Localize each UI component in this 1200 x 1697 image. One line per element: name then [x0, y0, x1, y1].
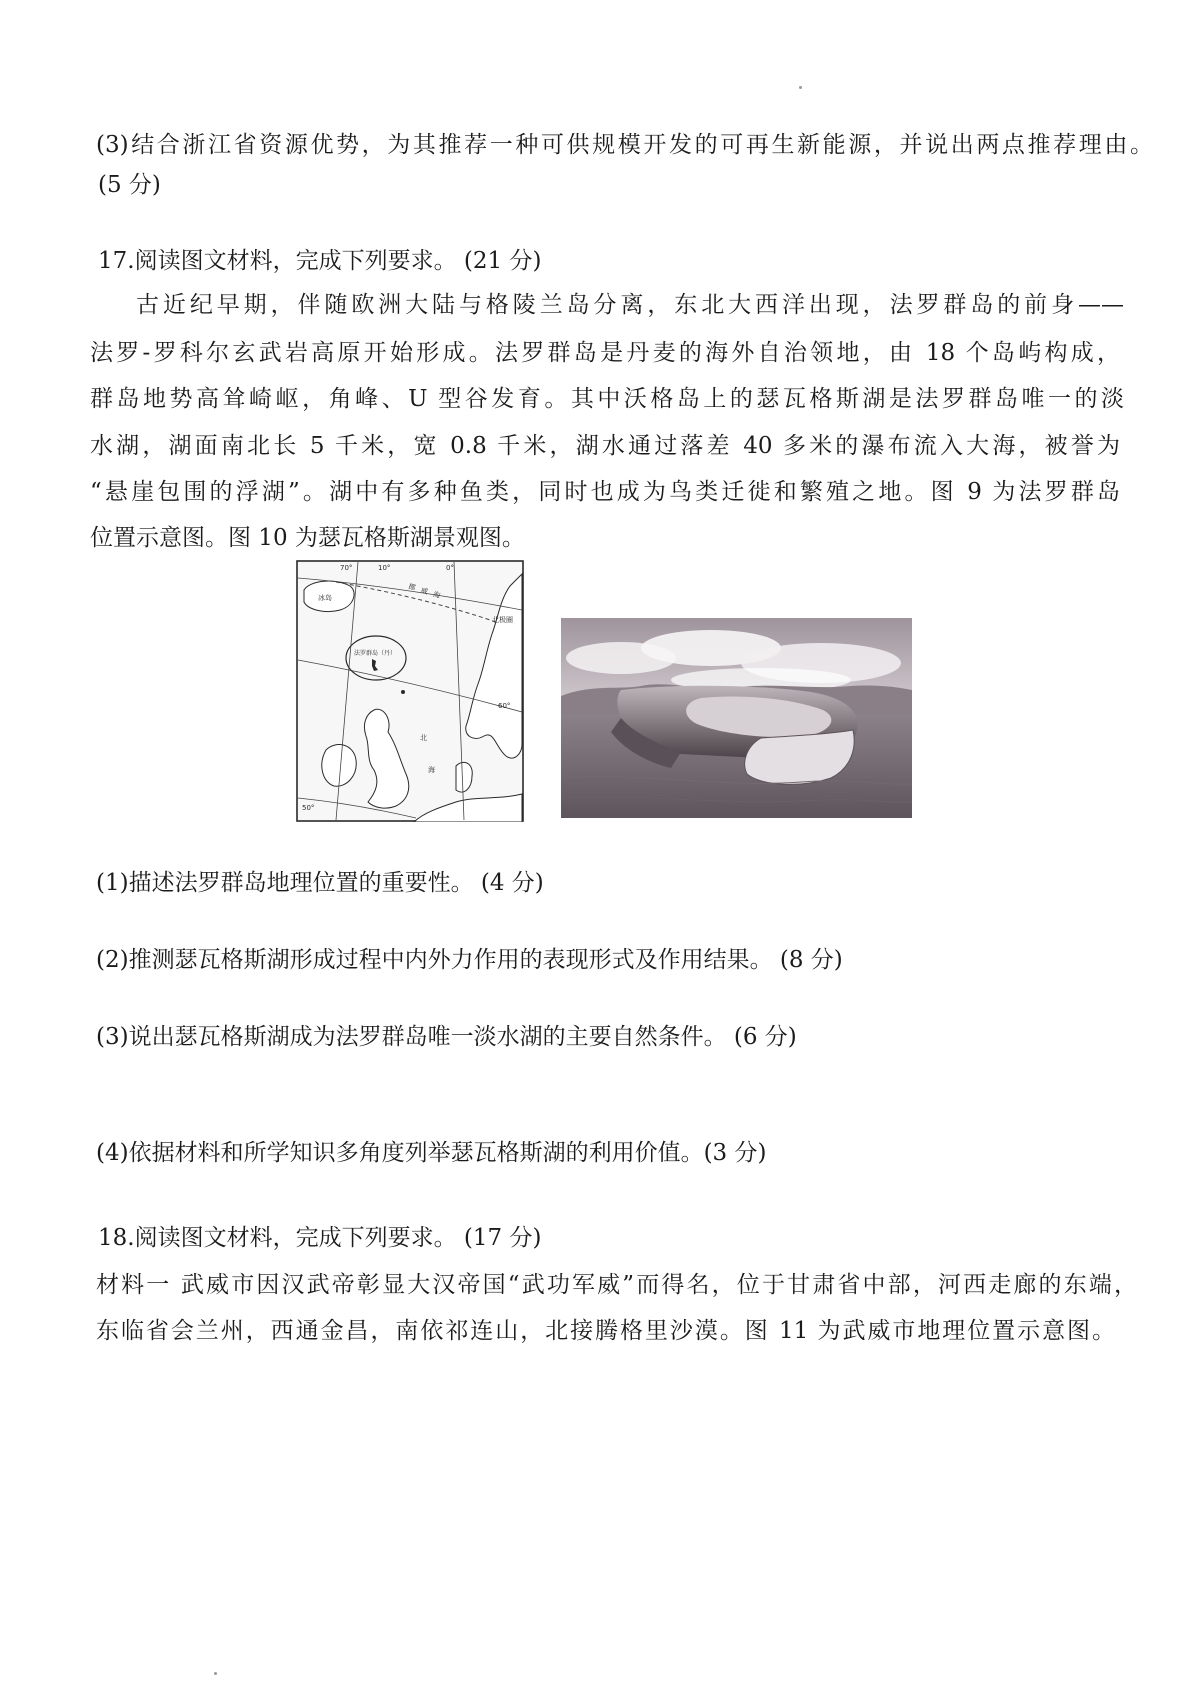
map-label-faroe: 法罗群岛（丹）	[354, 650, 397, 657]
map-label-50: 50°	[302, 804, 315, 812]
q17-material-line: 法罗-罗科尔玄武岩高原开始形成。法罗群岛是丹麦的海外自治领地，由 18 个岛屿构成，	[90, 340, 1120, 366]
q17-material-line: 水湖，湖面南北长 5 千米，宽 0.8 千米，湖水通过落差 40 多米的瀑布流入大海，被誉为	[90, 433, 1120, 459]
q17-question-2: (2)推测瑟瓦格斯湖形成过程中内外力作用的表现形式及作用结果。 (8 分)	[96, 947, 843, 973]
scan-speck-top	[799, 86, 802, 89]
q17-material-line: 位置示意图。图 10 为瑟瓦格斯湖景观图。	[90, 525, 525, 551]
q17-question-1: (1)描述法罗群岛地理位置的重要性。 (4 分)	[96, 870, 544, 896]
q17-question-4: (4)依据材料和所学知识多角度列举瑟瓦格斯湖的利用价值。(3 分)	[96, 1140, 767, 1166]
map-label-north-sea-2: 海	[428, 766, 435, 774]
q17-material-line: 古近纪早期，伴随欧洲大陆与格陵兰岛分离，东北大西洋出现，法罗群岛的前身——	[136, 292, 1124, 318]
q16-part3-score: (5 分)	[98, 172, 161, 198]
map-label-0: 0°	[446, 564, 454, 572]
lake-landscape-photo	[561, 618, 912, 818]
map-label-norwegian-sea: 挪威海	[407, 582, 447, 602]
map-label-70: 70°	[340, 564, 353, 572]
faroe-location-map	[296, 560, 524, 822]
map-label-60: 60°	[498, 702, 511, 710]
q18-material-line: 东临省会兰州，西通金昌，南依祁连山，北接腾格里沙漠。图 11 为武威市地理位置示意图。	[96, 1318, 1115, 1344]
q17-question-3: (3)说出瑟瓦格斯湖成为法罗群岛唯一淡水湖的主要自然条件。 (6 分)	[96, 1024, 797, 1050]
scan-speck-bottom	[214, 1672, 217, 1675]
q17-material-line: 群岛地势高耸崎岖，角峰、U 型谷发育。其中沃格岛上的瑟瓦格斯湖是法罗群岛唯一的淡	[90, 386, 1124, 412]
q16-part3-text: (3)结合浙江省资源优势，为其推荐一种可供规模开发的可再生新能源，并说出两点推荐理由。	[96, 132, 1153, 158]
map-label-north-sea-1: 北	[420, 734, 427, 742]
q18-heading: 18.阅读图文材料，完成下列要求。 (17 分)	[98, 1225, 542, 1251]
map-label-10: 10°	[378, 564, 391, 572]
q18-material-line: 材料一 武威市因汉武帝彰显大汉帝国“武功军威”而得名，位于甘肃省中部，河西走廊的东端，	[96, 1272, 1137, 1298]
map-label-iceland: 冰岛	[318, 594, 332, 602]
map-label-arctic-circle: 北极圈	[492, 616, 513, 624]
shetland-dot	[401, 690, 405, 694]
q17-heading: 17.阅读图文材料，完成下列要求。 (21 分)	[98, 248, 542, 274]
q17-material-line: “悬崖包围的浮湖”。湖中有多种鱼类，同时也成为鸟类迁徙和繁殖之地。图 9 为法罗群岛	[90, 479, 1120, 505]
